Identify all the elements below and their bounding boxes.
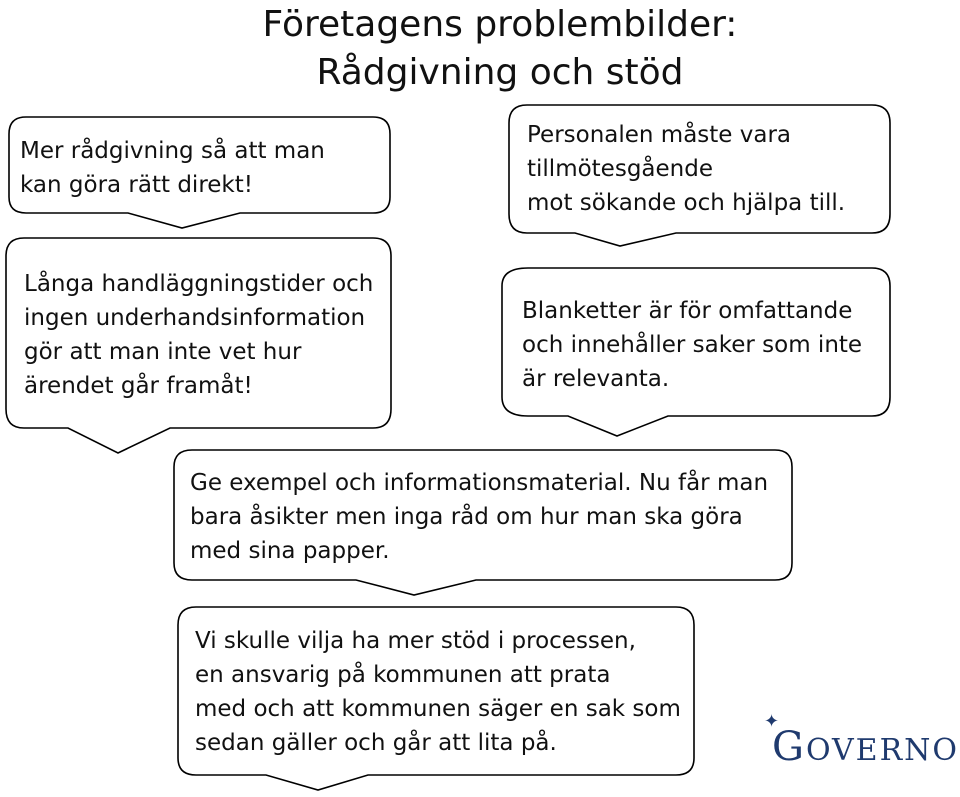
speech-bubble-text (190, 466, 768, 568)
page-title-line-2: Rådgivning och stöd (316, 52, 684, 93)
text-line: Långa handläggningstider och (24, 271, 374, 297)
page-title-line-1: Företagens problembilder: (262, 4, 738, 45)
speech-bubble-text (20, 134, 325, 202)
text-line: ingen underhandsinformation (24, 305, 366, 331)
governo-logo (764, 711, 960, 772)
text-line: tillmötesgående (527, 156, 713, 182)
text-line: kan göra rätt direkt! (20, 172, 253, 198)
speech-bubble-text (527, 118, 845, 220)
logo-rest: OVERNO (805, 733, 960, 768)
logo-wordmark (772, 724, 959, 770)
text-line: sedan gäller och går att lita på. (195, 730, 557, 756)
text-line: och innehåller saker som inte (522, 332, 863, 358)
text-line: en ansvarig på kommunen att prata (195, 662, 611, 688)
text-line: Blanketter är för omfattande (522, 298, 853, 324)
text-line: med och att kommunen säger en sak som (195, 696, 681, 722)
text-line: med sina papper. (190, 538, 390, 564)
text-line: är relevanta. (522, 366, 670, 392)
text-line: Ge exempel och informationsmaterial. Nu får man (190, 470, 769, 496)
text-line: Personalen måste vara (527, 122, 792, 148)
speech-bubble-text (522, 294, 862, 396)
speech-bubble-text (24, 267, 373, 403)
text-line: bara åsikter men inga råd om hur man ska göra (190, 504, 743, 530)
logo-initial: G (772, 724, 806, 770)
text-line: Vi skulle vilja ha mer stöd i processen, (195, 628, 636, 654)
text-line: ärendet går framåt! (24, 373, 253, 399)
text-line: gör att man inte vet hur (24, 339, 302, 365)
text-line: Mer rådgivning så att man (20, 138, 325, 164)
speech-bubble-text (195, 624, 681, 760)
star-icon: ✦ (764, 711, 780, 731)
text-line: mot sökande och hjälpa till. (527, 190, 846, 216)
